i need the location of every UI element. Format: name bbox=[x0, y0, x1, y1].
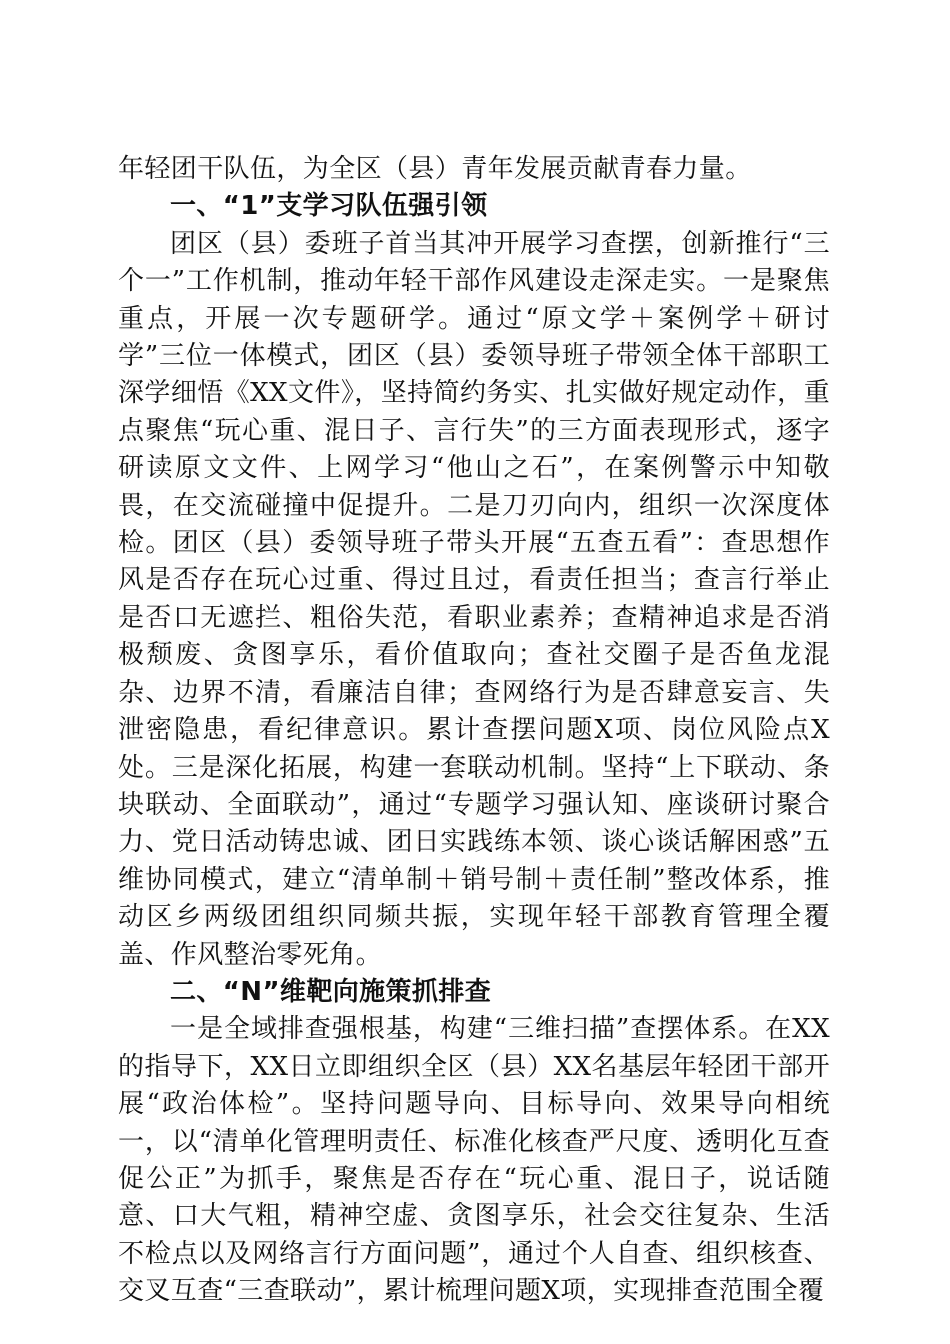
section-paragraph-2: 一是全域排查强根基，构建“三维扫描”查摆体系。在XX的指导下，XX日立即组织全区（县）XX名基层年轻团干部开展“政治体检”。坚持问题导向、目标导向、效果导向相统一，以“清单化管理明责任、标准化核查严尺度、透明化互查促公正”为抓手，聚焦是否存在“玩心重、混日子，说话随意、口大气粗，精神空虚、贪图享乐，社会交往复杂、生活不检点以及网络言行方面问题”，通过个人自查、组织核查、交叉互查“三查联动”，累计梳理问题X项，实现排查范围全覆 bbox=[118, 1014, 830, 1307]
section-heading-1: 一、“1”支学习队伍强引领 bbox=[170, 191, 488, 222]
continued-paragraph: 年轻团干队伍，为全区（县）青年发展贡献青春力量。 bbox=[118, 154, 752, 184]
section-heading-2: 二、“N”维靶向施策抓排查 bbox=[170, 976, 492, 1007]
section-paragraph-1: 团区（县）委班子首当其冲开展学习查摆，创新推行“三个一”工作机制，推动年轻干部作风建设走深走实。一是聚焦重点，开展一次专题研学。通过“原文学＋案例学＋研讨学”三位一体模式，团区（县）委领导班子带领全体干部职工深学细悟《XX文件》，坚持简约务实、扎实做好规定动作，重点聚焦“玩心重、混日子、言行失”的三方面表现形式，逐字研读原文文件、上网学习“他山之石”，在案例警示中知敬畏，在交流碰撞中促提升。二是刀刃向内，组织一次深度体检。团区（县）委领导班子带头开展“五查五看”：查思想作风是否存在玩心过重、得过且过，看责任担当；查言行举止是否口无遮拦、粗俗失范，看职业素养；查精神追求是否消极颓废、贪图享乐，看价值取向；查社交圈子是否鱼龙混杂、边界不清，看廉洁自律；查网络行为是否肆意妄言、失泄密隐患，看纪律意识。累计查摆问题X项、岗位风险点X处。三是深化拓展，构建一套联动机制。坚持“上下联动、条块联动、全面联动”，通过“专题学习强认知、座谈研讨聚合力、党日活动铸忠诚、团日实践练本领、谈心谈话解困惑”五维协同模式，建立“清单制＋销号制＋责任制”整改体系，推动区乡两级团组织同频共振，实现年轻干部教育管理全覆盖、作风整治零死角。 bbox=[118, 228, 830, 970]
document-body bbox=[118, 151, 830, 1311]
